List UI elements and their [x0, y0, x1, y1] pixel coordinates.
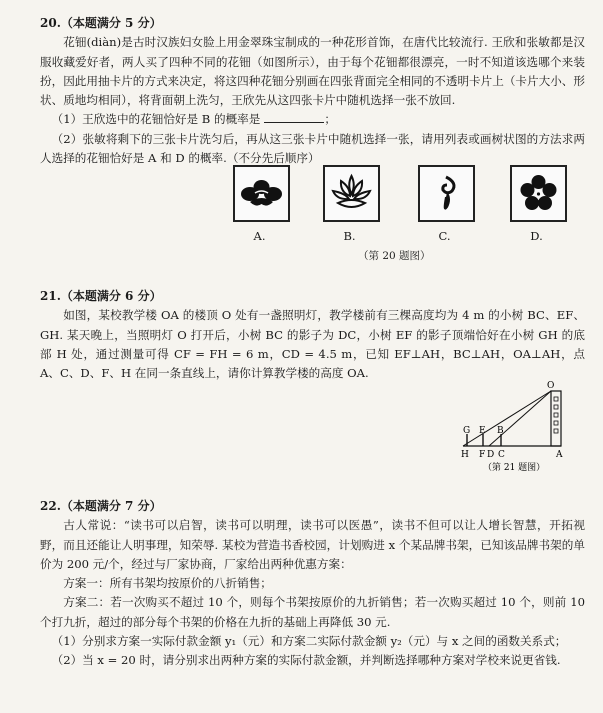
q20-caption: （第 20 题图）	[358, 250, 431, 262]
swirl-drop-icon	[420, 167, 473, 220]
q22-sub2: （2）当 x = 20 时，请分别求出两种方案的实际付款金额，并判断选择哪种方案对学校来说更省钱.	[51, 653, 561, 668]
question-20	[40, 14, 585, 168]
label-a: A	[556, 450, 563, 460]
card-c	[418, 165, 475, 222]
label-d: D	[487, 450, 495, 460]
q22-plan1: 方案一：所有书架均按原价的八折销售；	[63, 576, 272, 591]
card-b	[323, 165, 380, 222]
q20-header: 20.（本题满分 5 分）	[40, 16, 162, 30]
q20-stem: 花钿(diàn)是古时汉族妇女脸上用金翠珠宝制成的一种花形首饰，在唐代比较流行. 王欣和张敏都是汉服收藏爱好者，两人买了四种不同的花钿（如图所示），由于每个花钿都很漂亮，一时不知道该选哪个来装扮，因此用抽卡片的方式来决定，将这四种花钿分别画在四张背面完全相同的不透明卡片上（卡片大小、形状、质地均相同），将背面朝上洗匀，王欣先从这四张卡片中随机选择一张不放回.	[40, 35, 585, 108]
card-d	[510, 165, 567, 222]
q21-header: 21.（本题满分 6 分）	[40, 289, 162, 303]
q22-header: 22.（本题满分 7 分）	[40, 499, 162, 513]
q20-figure	[228, 165, 573, 260]
q22-sub1: （1）分别求方案一实际付款金额 y₁（元）和方案二实际付款金额 y₂（元）与 x 之间的函数关系式；	[51, 634, 567, 649]
cloud-flower-icon	[235, 167, 288, 220]
question-22	[40, 497, 585, 671]
card-a-label: A.	[253, 229, 266, 243]
label-h: H	[461, 450, 469, 460]
q22-stem: 古人常说：“读书可以启智，读书可以明理，读书可以医愚”，读书不但可以让人增长智慧，开拓视野，而且还能让人明事理，知荣辱. 某校为营造书香校园，计划购进 x 个某品牌书架，已知该品牌书架的单价为 200 元/个，经过与厂家协商，厂家给出两种优惠方案：	[40, 518, 585, 571]
label-o: O	[547, 381, 555, 391]
label-e: E	[479, 426, 486, 436]
q20-sub2: （2）张敏将剩下的三张卡片洗匀后，再从这三张卡片中随机选择一张，请用列表或画树状图的方法求两人选择的花钿恰好是 A 和 D 的概率.（不分先后顺序）	[40, 131, 585, 166]
label-c: C	[498, 450, 505, 460]
question-21	[40, 287, 585, 383]
q22-plan2: 方案二：若一次购买不超过 10 个，则每个书架按原价的九折销售；若一次购买超过 10 个，则前 10 个打九折，超过的部分每个书架的价格在九折的基础上再降低 30 元.	[40, 595, 585, 629]
plum-blossom-icon	[512, 167, 565, 220]
label-g: G	[463, 426, 471, 436]
label-f: F	[479, 450, 486, 460]
q21-figure	[455, 378, 585, 478]
card-c-label: C.	[438, 229, 451, 243]
q21-caption: （第 21 题图）	[483, 463, 546, 473]
label-b: B	[497, 426, 504, 436]
card-a	[233, 165, 290, 222]
q20-sub1: （1）王欣选中的花钿恰好是 B 的概率是 ；	[51, 112, 336, 127]
card-d-label: D.	[530, 229, 543, 243]
lotus-icon	[325, 167, 378, 220]
q21-stem: 如图，某校教学楼 OA 的楼顶 O 处有一盏照明灯，教学楼前有三棵高度均为 4 m 的小树 BC、EF、GH. 某天晚上，当照明灯 O 打开后，小树 BC 的影子为 DC，小树 EF 的影子顶端恰好在小树 GH 的底部 H 处，通过测量可得 CF = FH = 6 m，CD = 4.5 m，已知 EF⊥AH，BC⊥AH，OA⊥AH，点 A、C、D、F、H 在同一条直线上，请你计算教学楼的高度 OA.	[40, 308, 585, 381]
card-b-label: B.	[343, 229, 356, 243]
